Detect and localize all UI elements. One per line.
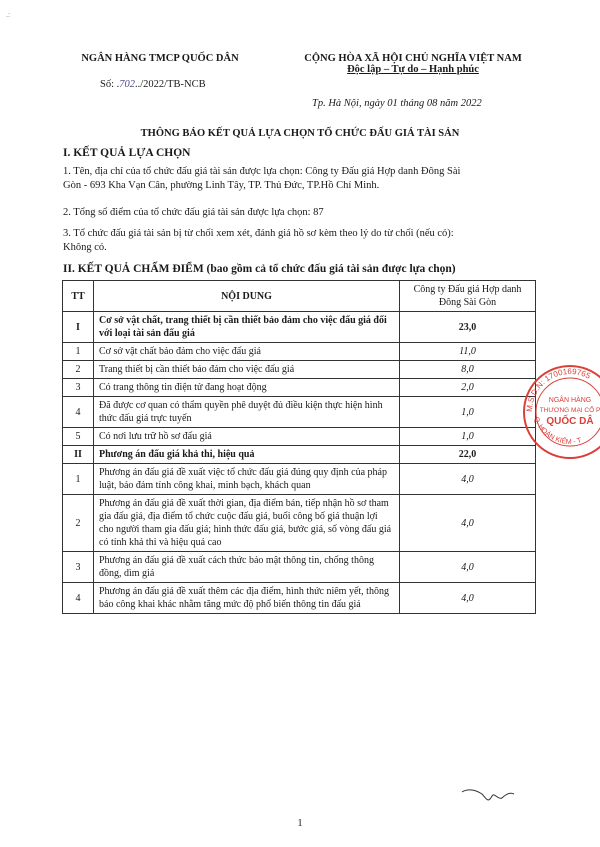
table-header-row <box>63 281 536 312</box>
row-score: 4,0 <box>400 495 536 552</box>
row-content: Đã được cơ quan có thẩm quyền phê duyệt đủ điều kiện thực hiện hình thức đấu giá trực tuyến <box>94 397 400 428</box>
row-tt: 5 <box>63 428 94 446</box>
table-row <box>63 464 536 495</box>
table-row <box>63 361 536 379</box>
table-row <box>63 397 536 428</box>
header-tt: TT <box>63 281 94 312</box>
row-score: 1,0 <box>400 428 536 446</box>
row-content: Phương án đấu giá đề xuất thời gian, địa điểm bán, tiếp nhận hồ sơ tham gia đấu giá, địa điểm tổ chức cuộc đấu giá, buổi công bố giá thuận lợi cho người tham gia đấu giá; hình thức đấu giá, bước giá, số vòng đấu giá có tính khả thi và hiệu quả cao <box>94 495 400 552</box>
company-seal <box>520 362 600 462</box>
table-row <box>63 343 536 361</box>
row-tt: I <box>63 312 94 343</box>
p1-line-2: Gòn - 693 Kha Vạn Cân, phường Linh Tây, TP. Thủ Đức, TP.Hồ Chí Minh. <box>63 180 380 191</box>
row-score: 4,0 <box>400 464 536 495</box>
table-row <box>63 379 536 397</box>
doc-no-prefix: Số: . <box>100 79 120 90</box>
corner-mark: .: <box>6 10 11 19</box>
table-body <box>63 312 536 614</box>
row-content: Phương án đấu giá khả thi, hiệu quả <box>94 446 400 464</box>
row-score: 4,0 <box>400 552 536 583</box>
document-title: THÔNG BÁO KẾT QUẢ LỰA CHỌN TỔ CHỨC ĐẤU GIÁ TÀI SẢN <box>140 128 460 139</box>
svg-text:QUỐC DÂ: QUỐC DÂ <box>546 416 594 427</box>
row-tt: 2 <box>63 361 94 379</box>
row-content: Trang thiết bị cần thiết bảo đảm cho việc đấu giá <box>94 361 400 379</box>
svg-text:Q. HOÀN KIẾM - T: Q. HOÀN KIẾM - T <box>532 416 583 446</box>
p3-line-2: Không có. <box>63 242 107 253</box>
table-row <box>63 495 536 552</box>
section-1-paragraph-2: 2. Tổng số điểm của tổ chức đấu giá tài sản được lựa chọn: 87 <box>63 207 324 218</box>
row-score: 4,0 <box>400 583 536 614</box>
table-row <box>63 312 536 343</box>
section-1-paragraph-3 <box>63 227 533 255</box>
bank-name: NGÂN HÀNG TMCP QUỐC DÂN <box>81 53 239 64</box>
row-score: 23,0 <box>400 312 536 343</box>
table-row <box>63 552 536 583</box>
row-score: 1,0 <box>400 397 536 428</box>
row-tt: 2 <box>63 495 94 552</box>
table-row <box>63 446 536 464</box>
doc-no-handwritten: 702 <box>119 79 136 90</box>
doc-no-suffix: ../2022/TB-NCB <box>135 79 206 90</box>
score-table <box>62 280 536 614</box>
place-date: Tp. Hà Nội, ngày 01 tháng 08 năm 2022 <box>312 98 482 109</box>
table-row <box>63 583 536 614</box>
page-number: 1 <box>297 818 303 829</box>
row-score: 2,0 <box>400 379 536 397</box>
p1-line-1: 1. Tên, địa chỉ của tổ chức đấu giá tài sản được lựa chọn: Công ty Đấu giá Hợp danh Đông Sài <box>63 166 461 177</box>
row-score: 11,0 <box>400 343 536 361</box>
row-tt: 1 <box>63 343 94 361</box>
row-tt: 3 <box>63 379 94 397</box>
row-content: Phương án đấu giá đề xuất cách thức bảo mật thông tin, chống thông đồng, dìm giá <box>94 552 400 583</box>
national-motto: Độc lập – Tự do – Hạnh phúc <box>347 64 479 75</box>
row-tt: 3 <box>63 552 94 583</box>
document-number <box>100 79 206 90</box>
row-content: Có nơi lưu trữ hồ sơ đấu giá <box>94 428 400 446</box>
table-row <box>63 428 536 446</box>
row-tt: 4 <box>63 397 94 428</box>
row-content: Phương án đấu giá đề xuất việc tổ chức đấu giá đúng quy định của pháp luật, bảo đảm tính công khai, minh bạch, khách quan <box>94 464 400 495</box>
country-name: CỘNG HÒA XÃ HỘI CHỦ NGHĨA VIỆT NAM <box>304 53 522 64</box>
header-content: NỘI DUNG <box>94 281 400 312</box>
section-1-heading: I. KẾT QUẢ LỰA CHỌN <box>63 147 191 159</box>
row-score: 8,0 <box>400 361 536 379</box>
row-tt: 4 <box>63 583 94 614</box>
row-tt: 1 <box>63 464 94 495</box>
header-company: Công ty Đấu giá Hợp danh Đông Sài Gòn <box>400 281 536 312</box>
section-2-heading: II. KẾT QUẢ CHẤM ĐIỂM (bao gồm cả tổ chức đấu giá tài sản được lựa chọn) <box>63 263 456 275</box>
signature-mark <box>458 782 518 812</box>
svg-text:M.S.D.N: 1700169765: M.S.D.N: 1700169765 <box>524 366 592 413</box>
section-1-paragraph-1 <box>63 165 533 193</box>
svg-text:THƯƠNG MẠI CỔ P: THƯƠNG MẠI CỔ P <box>539 407 600 414</box>
national-header <box>268 53 558 75</box>
row-content: Có trang thông tin điện tử đang hoạt động <box>94 379 400 397</box>
row-content: Cơ sở vật chất bảo đảm cho việc đấu giá <box>94 343 400 361</box>
row-content: Phương án đấu giá đề xuất thêm các địa điểm, hình thức niêm yết, thông báo công khai khác nhằm tăng mức độ phổ biến thông tin đấu giá <box>94 583 400 614</box>
svg-text:NGÂN HÀNG: NGÂN HÀNG <box>548 397 592 404</box>
row-tt: II <box>63 446 94 464</box>
row-content: Cơ sở vật chất, trang thiết bị cần thiết bảo đảm cho việc đấu giá đối với loại tài sản đấu giá <box>94 312 400 343</box>
row-score: 22,0 <box>400 446 536 464</box>
p3-line-1: 3. Tổ chức đấu giá tài sản bị từ chối xem xét, đánh giá hồ sơ kèm theo lý do từ chối (nếu có): <box>63 228 454 239</box>
